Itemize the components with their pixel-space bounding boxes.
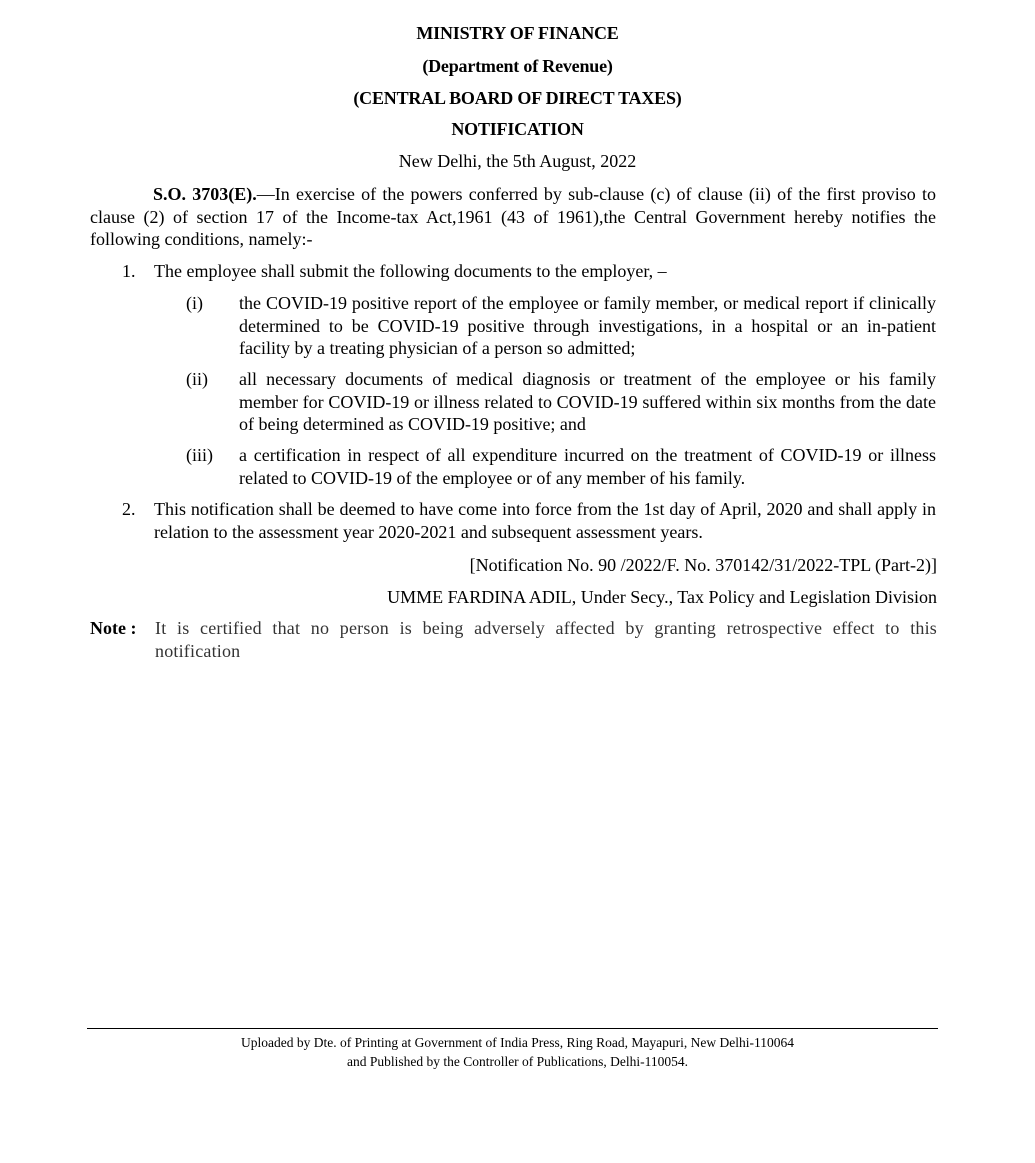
so-number: S.O. 3703(E).: [153, 184, 257, 204]
ministry-heading: MINISTRY OF FINANCE: [416, 23, 619, 43]
condition-1-number: 1.: [122, 261, 136, 281]
signatory: UMME FARDINA ADIL, Under Secy., Tax Policy and Legislation Division: [387, 587, 937, 607]
item-iii-label: (iii): [186, 445, 213, 465]
department-heading: (Department of Revenue): [422, 56, 613, 76]
item-ii-label: (ii): [186, 369, 208, 389]
footer-line-2: and Published by the Controller of Publications, Delhi-110054.: [346, 1054, 689, 1069]
condition-2-number: 2.: [122, 499, 136, 519]
board-heading: (CENTRAL BOARD OF DIRECT TAXES): [353, 88, 682, 108]
note-label: Note :: [90, 618, 137, 638]
item-i-label: (i): [186, 293, 203, 313]
notification-reference: [Notification No. 90 /2022/F. No. 370142/31/2022-TPL (Part-2)]: [469, 555, 937, 575]
condition-1-text: The employee shall submit the following documents to the employer, –: [154, 261, 667, 281]
note-text: It is certified that no person is being adversely affected by granting retrospective effect to this notification: [155, 618, 937, 661]
footer-divider: [87, 1028, 938, 1029]
dateline: New Delhi, the 5th August, 2022: [398, 151, 637, 171]
condition-2-text: This notification shall be deemed to have come into force from the 1st day of April, 2020 and shall apply in relation to the assessment year 2020-2021 and subsequent assessment years.: [154, 499, 936, 542]
item-i-text: the COVID-19 positive report of the employee or family member, or medical report if clinically determined to be COVID-19 positive through investigations, in a hospital or an in-patient facility by a treating physician of a person so admitted;: [239, 293, 936, 358]
item-ii-text: all necessary documents of medical diagnosis or treatment of the employee or his family member for COVID-19 or illness related to COVID-19 suffered within six months from the date of being determined as COVID-19 positive; and: [239, 369, 936, 434]
preamble-text: —In exercise of the powers conferred by sub-clause (c) of clause (ii) of the first proviso to clause (2) of section 17 of the Income-tax Act,1961 (43 of 1961),the Central Government hereby notifies the following conditions, namely:-: [90, 184, 936, 249]
item-iii-text: a certification in respect of all expenditure incurred on the treatment of COVID-19 or illness related to COVID-19 of the employee or of any member of his family.: [239, 445, 936, 488]
preamble-paragraph: [90, 183, 936, 251]
document-type-heading: NOTIFICATION: [451, 119, 584, 139]
footer-line-1: Uploaded by Dte. of Printing at Government of India Press, Ring Road, Mayapuri, New Delhi-110064: [241, 1035, 794, 1050]
